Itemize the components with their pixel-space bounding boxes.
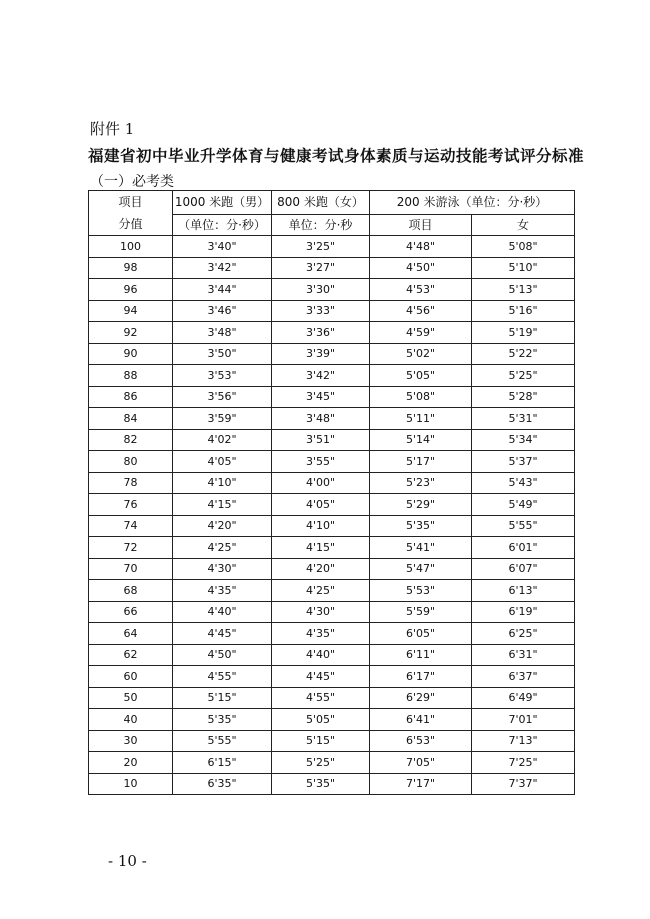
cell-m1000: 3'46"	[173, 300, 272, 322]
table-row	[89, 365, 575, 387]
document-title: 福建省初中毕业升学体育与健康考试身体素质与运动技能考试评分标准	[88, 147, 585, 165]
table-row	[89, 279, 575, 301]
item-label: 项目	[118, 195, 143, 209]
cell-swim-a: 5'02"	[370, 343, 472, 365]
cell-score: 90	[89, 343, 173, 365]
cell-swim-f: 7'01"	[472, 709, 575, 731]
cell-swim-f: 5'16"	[472, 300, 575, 322]
cell-score: 78	[89, 472, 173, 494]
cell-swim-f: 5'31"	[472, 408, 575, 430]
cell-swim-f: 6'49"	[472, 687, 575, 709]
cell-score: 92	[89, 322, 173, 344]
cell-swim-a: 7'05"	[370, 752, 472, 774]
cell-score: 72	[89, 537, 173, 559]
cell-m1000: 4'35"	[173, 580, 272, 602]
cell-f800: 3'48"	[272, 408, 370, 430]
cell-f800: 3'51"	[272, 429, 370, 451]
cell-m1000: 3'40"	[173, 236, 272, 258]
score-label: 分值	[118, 217, 143, 231]
cell-swim-f: 6'37"	[472, 666, 575, 688]
table-row	[89, 687, 575, 709]
cell-swim-a: 5'23"	[370, 472, 472, 494]
attachment-label: 附件 1	[90, 120, 135, 138]
cell-swim-f: 6'25"	[472, 623, 575, 645]
cell-swim-f: 6'07"	[472, 558, 575, 580]
cell-f800: 3'39"	[272, 343, 370, 365]
cell-swim-f: 6'31"	[472, 644, 575, 666]
cell-swim-a: 6'05"	[370, 623, 472, 645]
table-row	[89, 773, 575, 795]
cell-f800: 4'40"	[272, 644, 370, 666]
cell-swim-a: 6'41"	[370, 709, 472, 731]
cell-f800: 3'42"	[272, 365, 370, 387]
cell-score: 74	[89, 515, 173, 537]
cell-swim-a: 5'17"	[370, 451, 472, 473]
cell-f800: 4'00"	[272, 472, 370, 494]
cell-f800: 3'36"	[272, 322, 370, 344]
f800-unit: 单位：分·秒	[272, 214, 370, 235]
cell-m1000: 4'05"	[173, 451, 272, 473]
cell-swim-a: 5'47"	[370, 558, 472, 580]
table-row	[89, 257, 575, 279]
cell-score: 40	[89, 709, 173, 731]
cell-swim-f: 7'25"	[472, 752, 575, 774]
cell-f800: 4'05"	[272, 494, 370, 516]
cell-m1000: 4'55"	[173, 666, 272, 688]
cell-score: 64	[89, 623, 173, 645]
cell-swim-f: 5'37"	[472, 451, 575, 473]
m1000-header: 1000 米跑（男）	[173, 191, 272, 215]
cell-f800: 4'30"	[272, 601, 370, 623]
cell-f800: 3'45"	[272, 386, 370, 408]
cell-m1000: 4'50"	[173, 644, 272, 666]
cell-m1000: 3'50"	[173, 343, 272, 365]
cell-score: 50	[89, 687, 173, 709]
cell-m1000: 4'15"	[173, 494, 272, 516]
table-row	[89, 752, 575, 774]
table-row	[89, 601, 575, 623]
table-row	[89, 322, 575, 344]
table-row	[89, 386, 575, 408]
cell-swim-f: 7'37"	[472, 773, 575, 795]
cell-swim-a: 5'53"	[370, 580, 472, 602]
cell-m1000: 5'15"	[173, 687, 272, 709]
scoring-table	[88, 190, 575, 795]
table-row	[89, 300, 575, 322]
cell-m1000: 5'55"	[173, 730, 272, 752]
cell-m1000: 4'20"	[173, 515, 272, 537]
page-number: - 10 -	[108, 852, 147, 870]
cell-score: 68	[89, 580, 173, 602]
table-row	[89, 515, 575, 537]
table-row	[89, 408, 575, 430]
cell-m1000: 3'42"	[173, 257, 272, 279]
cell-swim-a: 5'08"	[370, 386, 472, 408]
cell-f800: 3'30"	[272, 279, 370, 301]
cell-swim-a: 6'17"	[370, 666, 472, 688]
swim-sub-female: 女	[472, 214, 575, 235]
cell-swim-f: 6'13"	[472, 580, 575, 602]
swim-sub-item: 项目	[370, 214, 472, 235]
cell-swim-f: 5'13"	[472, 279, 575, 301]
cell-swim-a: 5'41"	[370, 537, 472, 559]
table-body	[89, 236, 575, 795]
cell-score: 80	[89, 451, 173, 473]
cell-swim-f: 5'22"	[472, 343, 575, 365]
cell-score: 100	[89, 236, 173, 258]
cell-swim-a: 6'53"	[370, 730, 472, 752]
table-row	[89, 709, 575, 731]
table-row	[89, 472, 575, 494]
cell-score: 76	[89, 494, 173, 516]
table-row	[89, 666, 575, 688]
cell-m1000: 3'53"	[173, 365, 272, 387]
cell-swim-a: 4'53"	[370, 279, 472, 301]
cell-m1000: 4'25"	[173, 537, 272, 559]
cell-swim-a: 4'50"	[370, 257, 472, 279]
cell-m1000: 4'30"	[173, 558, 272, 580]
cell-m1000: 4'10"	[173, 472, 272, 494]
cell-m1000: 4'40"	[173, 601, 272, 623]
cell-swim-a: 5'59"	[370, 601, 472, 623]
cell-score: 88	[89, 365, 173, 387]
cell-swim-a: 5'29"	[370, 494, 472, 516]
cell-f800: 3'27"	[272, 257, 370, 279]
cell-f800: 5'25"	[272, 752, 370, 774]
cell-m1000: 3'59"	[173, 408, 272, 430]
cell-swim-f: 5'25"	[472, 365, 575, 387]
cell-score: 66	[89, 601, 173, 623]
cell-score: 98	[89, 257, 173, 279]
cell-swim-a: 6'11"	[370, 644, 472, 666]
cell-score: 94	[89, 300, 173, 322]
cell-swim-f: 5'43"	[472, 472, 575, 494]
cell-swim-f: 7'13"	[472, 730, 575, 752]
cell-m1000: 3'56"	[173, 386, 272, 408]
cell-swim-f: 5'28"	[472, 386, 575, 408]
cell-f800: 3'55"	[272, 451, 370, 473]
cell-swim-a: 4'48"	[370, 236, 472, 258]
table-row	[89, 429, 575, 451]
cell-f800: 4'25"	[272, 580, 370, 602]
table-row	[89, 623, 575, 645]
cell-swim-a: 5'35"	[370, 515, 472, 537]
m1000-unit: （单位：分·秒）	[173, 214, 272, 235]
cell-m1000: 4'45"	[173, 623, 272, 645]
cell-f800: 3'25"	[272, 236, 370, 258]
table-row	[89, 236, 575, 258]
cell-f800: 5'35"	[272, 773, 370, 795]
cell-swim-f: 5'19"	[472, 322, 575, 344]
swim-header: 200 米游泳（单位：分·秒）	[370, 191, 575, 215]
table-row	[89, 451, 575, 473]
cell-swim-a: 4'56"	[370, 300, 472, 322]
table-row	[89, 494, 575, 516]
cell-swim-f: 5'34"	[472, 429, 575, 451]
cell-score: 96	[89, 279, 173, 301]
table-row	[89, 343, 575, 365]
cell-score: 86	[89, 386, 173, 408]
cell-m1000: 6'15"	[173, 752, 272, 774]
cell-f800: 4'35"	[272, 623, 370, 645]
table-row	[89, 730, 575, 752]
cell-score: 10	[89, 773, 173, 795]
section-heading: （一）必考类	[90, 174, 174, 190]
cell-swim-f: 5'08"	[472, 236, 575, 258]
cell-swim-a: 5'11"	[370, 408, 472, 430]
cell-m1000: 5'35"	[173, 709, 272, 731]
cell-swim-f: 6'19"	[472, 601, 575, 623]
cell-score: 62	[89, 644, 173, 666]
cell-score: 30	[89, 730, 173, 752]
table-row	[89, 537, 575, 559]
cell-swim-a: 6'29"	[370, 687, 472, 709]
cell-m1000: 4'02"	[173, 429, 272, 451]
table-row	[89, 580, 575, 602]
cell-score: 20	[89, 752, 173, 774]
cell-swim-a: 7'17"	[370, 773, 472, 795]
cell-f800: 4'45"	[272, 666, 370, 688]
cell-score: 60	[89, 666, 173, 688]
cell-swim-f: 5'55"	[472, 515, 575, 537]
cell-m1000: 3'44"	[173, 279, 272, 301]
f800-header: 800 米跑（女）	[272, 191, 370, 215]
cell-f800: 4'20"	[272, 558, 370, 580]
cell-f800: 5'05"	[272, 709, 370, 731]
cell-m1000: 3'48"	[173, 322, 272, 344]
cell-f800: 4'15"	[272, 537, 370, 559]
cell-score: 70	[89, 558, 173, 580]
cell-swim-a: 5'14"	[370, 429, 472, 451]
cell-score: 84	[89, 408, 173, 430]
table-row	[89, 558, 575, 580]
cell-swim-f: 6'01"	[472, 537, 575, 559]
cell-swim-f: 5'10"	[472, 257, 575, 279]
cell-swim-a: 4'59"	[370, 322, 472, 344]
cell-m1000: 6'35"	[173, 773, 272, 795]
cell-swim-a: 5'05"	[370, 365, 472, 387]
item-score-header-cell	[89, 191, 173, 236]
cell-f800: 4'10"	[272, 515, 370, 537]
cell-swim-f: 5'49"	[472, 494, 575, 516]
table-row	[89, 644, 575, 666]
cell-score: 82	[89, 429, 173, 451]
cell-f800: 5'15"	[272, 730, 370, 752]
cell-f800: 4'55"	[272, 687, 370, 709]
cell-f800: 3'33"	[272, 300, 370, 322]
